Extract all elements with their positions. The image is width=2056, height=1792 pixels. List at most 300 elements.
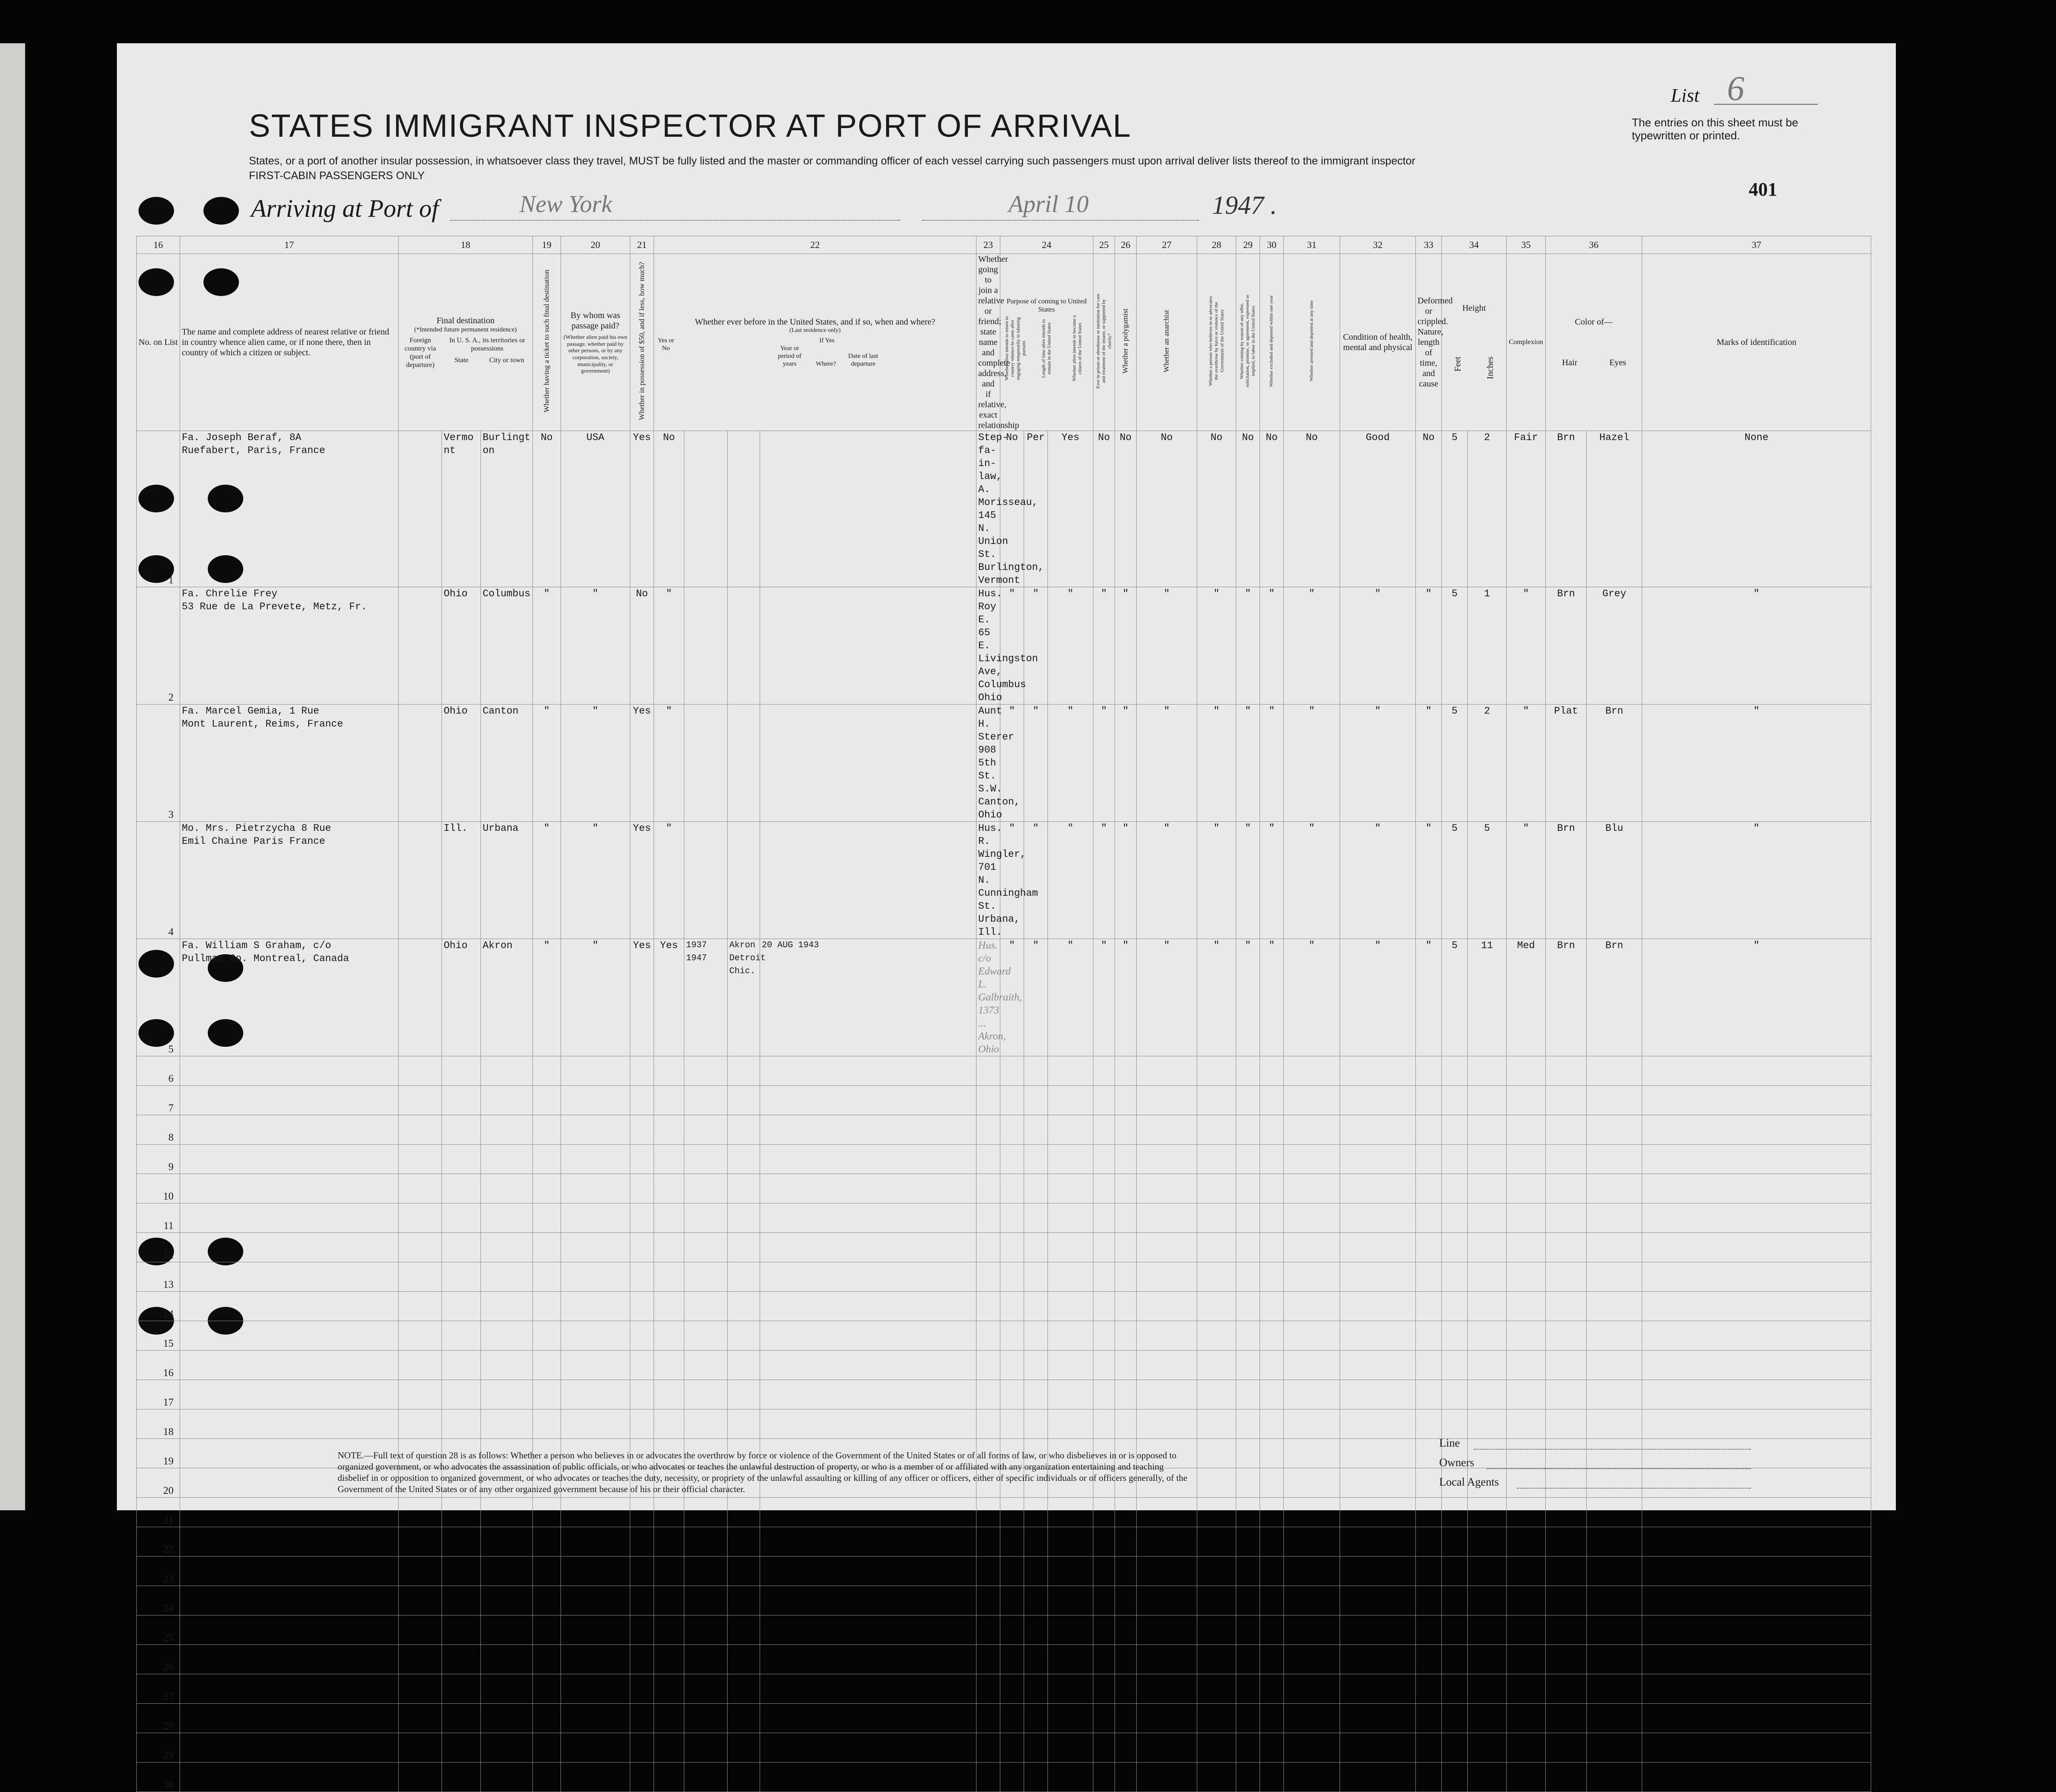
col-num: 20	[561, 236, 630, 254]
empty-cell	[1546, 1262, 1587, 1292]
empty-cell	[1284, 1174, 1340, 1203]
before-date-cell	[760, 705, 976, 822]
empty-cell	[1048, 1733, 1093, 1763]
join-line: Step-fa-in-law,	[978, 432, 1009, 482]
ticket-cell: "	[533, 705, 561, 822]
row-number: 20	[137, 1468, 180, 1498]
purpose-b-cell: "	[1024, 587, 1048, 705]
deformed-cell: "	[1416, 587, 1442, 705]
row-number: 24	[137, 1586, 180, 1615]
empty-cell	[1546, 1586, 1587, 1615]
empty-cell	[760, 1557, 976, 1586]
empty-cell	[1024, 1174, 1048, 1203]
table-row	[137, 1763, 1871, 1792]
empty-cell	[1587, 1615, 1642, 1645]
date-departure-label: Date of last departure	[848, 353, 878, 368]
prison-cell: No	[1093, 431, 1115, 587]
empty-cell	[1546, 1498, 1587, 1527]
offer-cell: "	[1236, 587, 1260, 705]
empty-cell	[1284, 1674, 1340, 1704]
table-row	[137, 1174, 1871, 1203]
empty-cell	[1416, 1733, 1442, 1763]
before-yn-cell: Yes	[654, 939, 684, 1056]
empty-cell	[1048, 1056, 1093, 1086]
empty-cell	[561, 1615, 630, 1645]
col-num: 26	[1115, 236, 1137, 254]
empty-cell	[728, 1586, 760, 1615]
empty-cell	[1340, 1203, 1416, 1233]
empty-cell	[1197, 1557, 1236, 1586]
empty-cell	[654, 1498, 684, 1527]
empty-cell	[442, 1409, 481, 1439]
purpose-label: Purpose of coming to United States	[1006, 297, 1087, 313]
excluded-cell: "	[1260, 587, 1284, 705]
join-line: Hus. R. Wingler, 701 N.	[978, 823, 1026, 886]
empty-cell	[481, 1557, 533, 1586]
empty-cell	[561, 1292, 630, 1321]
empty-cell	[442, 1733, 481, 1763]
empty-cell	[976, 1174, 1000, 1203]
empty-cell	[1048, 1704, 1093, 1733]
empty-cell	[1115, 1145, 1137, 1174]
passage-cell: "	[561, 939, 630, 1056]
empty-cell	[654, 1233, 684, 1262]
arriving-label: Arriving at Port of	[251, 194, 439, 222]
empty-cell	[654, 1409, 684, 1439]
empty-cell	[760, 1645, 976, 1674]
purpose-b-cell: "	[1024, 705, 1048, 822]
table-row	[137, 1615, 1871, 1645]
empty-cell	[1416, 1174, 1442, 1203]
table-row	[137, 587, 1871, 705]
empty-cell	[1507, 1409, 1546, 1439]
row-number: 11	[137, 1203, 180, 1233]
polygamist-label: Whether a polygamist	[1121, 308, 1130, 374]
line-field	[1474, 1438, 1751, 1450]
inches-cell: 11	[1468, 939, 1507, 1056]
row-number: 29	[137, 1733, 180, 1763]
empty-cell	[1442, 1615, 1468, 1645]
empty-cell	[1546, 1380, 1587, 1409]
empty-cell	[1236, 1351, 1260, 1380]
empty-cell	[1197, 1351, 1236, 1380]
empty-cell	[684, 1262, 728, 1292]
empty-cell	[399, 1174, 442, 1203]
empty-cell	[1340, 1145, 1416, 1174]
empty-cell	[1260, 1468, 1284, 1498]
empty-cell	[1197, 1203, 1236, 1233]
empty-cell	[481, 1292, 533, 1321]
sheet-number: 401	[1749, 179, 1777, 200]
binder-hole	[203, 197, 239, 225]
empty-cell	[481, 1351, 533, 1380]
empty-cell	[654, 1380, 684, 1409]
form-subtitle-2: FIRST-CABIN PASSENGERS ONLY	[249, 170, 425, 182]
empty-cell	[1093, 1233, 1115, 1262]
empty-cell	[1642, 1292, 1871, 1321]
empty-cell	[1024, 1056, 1048, 1086]
empty-cell	[533, 1557, 561, 1586]
before-yn-cell: "	[654, 822, 684, 939]
col-num: 25	[1093, 236, 1115, 254]
arrested-cell: "	[1284, 705, 1340, 822]
row-number: 7	[137, 1086, 180, 1115]
header-arrested	[1284, 254, 1340, 431]
offer-cell: No	[1236, 431, 1260, 587]
empty-cell	[630, 1615, 654, 1645]
empty-cell	[533, 1262, 561, 1292]
empty-cell	[1024, 1233, 1048, 1262]
empty-cell	[1340, 1056, 1416, 1086]
empty-cell	[1115, 1498, 1137, 1527]
prison-cell: "	[1093, 705, 1115, 822]
empty-cell	[533, 1763, 561, 1792]
empty-cell	[760, 1292, 976, 1321]
list-underline	[1714, 104, 1818, 105]
complexion-cell: "	[1507, 822, 1546, 939]
empty-cell	[1115, 1086, 1137, 1115]
year-value: 1947 .	[1212, 191, 1277, 219]
empty-cell	[1024, 1351, 1048, 1380]
row-number: 6	[137, 1056, 180, 1086]
row-number: 9	[137, 1145, 180, 1174]
empty-cell	[399, 1704, 442, 1733]
empty-cell	[976, 1321, 1000, 1351]
anarchist-cell: "	[1137, 939, 1197, 1056]
empty-cell	[561, 1586, 630, 1615]
empty-cell	[684, 1586, 728, 1615]
empty-cell	[684, 1763, 728, 1792]
row-number: 26	[137, 1645, 180, 1674]
city-cell: Burlington	[481, 431, 533, 587]
empty-cell	[760, 1763, 976, 1792]
empty-cell	[976, 1409, 1000, 1439]
empty-cell	[180, 1380, 399, 1409]
column-header-row	[137, 254, 1871, 431]
empty-cell	[728, 1763, 760, 1792]
anarchist-label: Whether an anarchist	[1162, 309, 1171, 373]
relative-line: Fa. Joseph Beraf, 8A	[182, 432, 302, 443]
empty-cell	[1284, 1321, 1340, 1351]
hair-cell: Brn	[1546, 431, 1587, 587]
feet-cell: 5	[1442, 939, 1468, 1056]
empty-cell	[1546, 1145, 1587, 1174]
join-line: Aunt H. Sterer 908 5th St.	[978, 705, 1014, 782]
header-passage	[561, 254, 630, 431]
empty-cell	[1197, 1086, 1236, 1115]
empty-cell	[180, 1615, 399, 1645]
empty-cell	[976, 1645, 1000, 1674]
polygamist-cell: No	[1115, 431, 1137, 587]
state-cell: Ohio	[442, 587, 481, 705]
empty-cell	[1260, 1145, 1284, 1174]
empty-cell	[1093, 1292, 1115, 1321]
empty-cell	[1587, 1645, 1642, 1674]
empty-cell	[442, 1321, 481, 1351]
header-ticket	[533, 254, 561, 431]
empty-cell	[728, 1351, 760, 1380]
empty-cell	[1115, 1615, 1137, 1645]
empty-cell	[1024, 1145, 1048, 1174]
empty-cell	[684, 1292, 728, 1321]
possession-label: Whether in possession of $50, and if less, how much?	[637, 262, 646, 420]
empty-cell	[684, 1115, 728, 1145]
deformed-cell: No	[1416, 431, 1442, 587]
empty-cell	[1416, 1203, 1442, 1233]
empty-cell	[399, 1615, 442, 1645]
feet-cell: 5	[1442, 822, 1468, 939]
empty-cell	[1093, 1262, 1115, 1292]
relative-line: Mo. Mrs. Pietrzycha 8 Rue	[182, 823, 332, 834]
empty-cell	[976, 1763, 1000, 1792]
empty-cell	[1137, 1733, 1197, 1763]
empty-cell	[1642, 1733, 1871, 1763]
join-cell	[976, 705, 1020, 822]
empty-cell	[1642, 1086, 1871, 1115]
empty-cell	[1507, 1380, 1546, 1409]
relative-cell	[180, 705, 399, 822]
empty-cell	[1340, 1733, 1416, 1763]
table-row	[137, 1086, 1871, 1115]
empty-cell	[1546, 1086, 1587, 1115]
footer-fields	[1439, 1437, 1794, 1493]
empty-cell	[1137, 1115, 1197, 1145]
empty-cell	[1416, 1704, 1442, 1733]
passage-note: (Whether alien paid his own passage, whether paid by other persons, or by any corporation, society, municipality, or government)	[563, 334, 628, 374]
relative-line: Fa. William S Graham, c/o	[182, 940, 332, 951]
empty-cell	[1284, 1439, 1340, 1468]
empty-cell	[1024, 1498, 1048, 1527]
col-num: 31	[1284, 236, 1340, 254]
empty-cell	[1236, 1645, 1260, 1674]
passage-cell: USA	[561, 431, 630, 587]
empty-cell	[1507, 1321, 1546, 1351]
empty-cell	[442, 1674, 481, 1704]
empty-cell	[728, 1233, 760, 1262]
empty-cell	[1468, 1145, 1507, 1174]
empty-cell	[1197, 1615, 1236, 1645]
empty-cell	[561, 1498, 630, 1527]
foreign-cell	[399, 587, 442, 705]
deformed-cell: "	[1416, 705, 1442, 822]
prison-cell: "	[1093, 939, 1115, 1056]
empty-cell	[533, 1615, 561, 1645]
empty-cell	[1416, 1086, 1442, 1115]
empty-cell	[1137, 1086, 1197, 1115]
relative-cell	[180, 822, 399, 939]
empty-cell	[1340, 1321, 1416, 1351]
overthrow-cell: "	[1197, 939, 1236, 1056]
empty-cell	[654, 1262, 684, 1292]
empty-cell	[1048, 1145, 1093, 1174]
empty-cell	[654, 1645, 684, 1674]
header-final-destination	[399, 254, 533, 431]
empty-cell	[1442, 1586, 1468, 1615]
empty-cell	[1260, 1704, 1284, 1733]
empty-cell	[760, 1233, 976, 1262]
arrested-cell: "	[1284, 939, 1340, 1056]
empty-cell	[1048, 1615, 1093, 1645]
empty-cell	[760, 1056, 976, 1086]
empty-cell	[533, 1203, 561, 1233]
empty-cell	[1197, 1380, 1236, 1409]
empty-cell	[760, 1351, 976, 1380]
empty-cell	[1137, 1645, 1197, 1674]
col-num: 23	[976, 236, 1000, 254]
empty-cell	[1642, 1586, 1871, 1615]
before-us-note: (Last residence only)	[789, 327, 841, 334]
empty-cell	[1048, 1409, 1093, 1439]
relative-line: Ruefabert, Paris, France	[182, 445, 325, 456]
empty-cell	[684, 1409, 728, 1439]
empty-cell	[561, 1174, 630, 1203]
empty-cell	[1048, 1321, 1093, 1351]
empty-cell	[1507, 1704, 1546, 1733]
empty-cell	[533, 1321, 561, 1351]
empty-cell	[1340, 1557, 1416, 1586]
empty-cell	[1197, 1468, 1236, 1498]
empty-cell	[1507, 1262, 1546, 1292]
before-yn-cell: "	[654, 705, 684, 822]
empty-cell	[976, 1292, 1000, 1321]
port-underline	[450, 220, 900, 221]
before-us-label: Whether ever before in the United States, and if so, when and where?	[695, 317, 935, 327]
deformed-cell: "	[1416, 822, 1442, 939]
empty-cell	[399, 1645, 442, 1674]
empty-cell	[1000, 1174, 1024, 1203]
empty-cell	[1000, 1262, 1024, 1292]
empty-cell	[399, 1557, 442, 1586]
empty-cell	[1546, 1674, 1587, 1704]
empty-cell	[684, 1645, 728, 1674]
purpose-b-cell: Per	[1024, 431, 1048, 587]
empty-cell	[1024, 1615, 1048, 1645]
header-anarchist	[1137, 254, 1197, 431]
empty-cell	[1000, 1498, 1024, 1527]
col-num: 27	[1137, 236, 1197, 254]
header-relative: The name and complete address of nearest relative or friend in country whence alien came, or if none there, then in country of which a citizen or subject.	[180, 254, 399, 431]
row-number: 5	[137, 939, 180, 1056]
empty-cell	[561, 1380, 630, 1409]
empty-cell	[1340, 1586, 1416, 1615]
empty-cell	[1642, 1704, 1871, 1733]
empty-cell	[1546, 1203, 1587, 1233]
empty-cell	[1468, 1233, 1507, 1262]
empty-cell	[1468, 1763, 1507, 1792]
empty-cell	[561, 1086, 630, 1115]
empty-cell	[760, 1203, 976, 1233]
empty-cell	[1340, 1439, 1416, 1468]
table-row	[137, 1145, 1871, 1174]
col-num: 35	[1507, 236, 1546, 254]
empty-cell	[1546, 1056, 1587, 1086]
empty-cell	[654, 1056, 684, 1086]
empty-cell	[1546, 1409, 1587, 1439]
empty-cell	[1197, 1733, 1236, 1763]
agents-label: Local Agents	[1439, 1476, 1499, 1488]
before-where-cell	[728, 705, 760, 822]
empty-cell	[1236, 1115, 1260, 1145]
table-row	[137, 1203, 1871, 1233]
empty-cell	[1587, 1086, 1642, 1115]
empty-cell	[1340, 1262, 1416, 1292]
height-label: Height	[1462, 303, 1486, 313]
empty-cell	[1024, 1380, 1048, 1409]
empty-cell	[442, 1704, 481, 1733]
empty-cell	[630, 1498, 654, 1527]
empty-cell	[1093, 1763, 1115, 1792]
offer-cell: "	[1236, 705, 1260, 822]
empty-cell	[180, 1557, 399, 1586]
empty-cell	[481, 1086, 533, 1115]
empty-cell	[1048, 1645, 1093, 1674]
empty-cell	[1507, 1733, 1546, 1763]
empty-cell	[1260, 1262, 1284, 1292]
empty-cell	[1416, 1409, 1442, 1439]
col-num: 30	[1260, 236, 1284, 254]
empty-cell	[1000, 1704, 1024, 1733]
empty-cell	[1024, 1704, 1048, 1733]
empty-cell	[442, 1586, 481, 1615]
empty-cell	[1468, 1056, 1507, 1086]
excluded-cell: "	[1260, 822, 1284, 939]
empty-cell	[1048, 1527, 1093, 1557]
empty-cell	[760, 1174, 976, 1203]
empty-cell	[630, 1351, 654, 1380]
row-number: 28	[137, 1704, 180, 1733]
empty-cell	[1260, 1674, 1284, 1704]
empty-cell	[1340, 1351, 1416, 1380]
empty-cell	[1587, 1262, 1642, 1292]
empty-cell	[1468, 1262, 1507, 1292]
empty-cell	[561, 1233, 630, 1262]
empty-cell	[1507, 1174, 1546, 1203]
form-subtitle-1: States, or a port of another insular possession, in whatsoever class they travel, MUST be fully listed and the master or commanding officer of each vessel carrying such passengers must upon arrival deliver lists thereof to the immigrant inspector	[249, 155, 1415, 167]
possession-cell: No	[630, 587, 654, 705]
final-dest-note: (*Intended future permanent residence)	[414, 326, 517, 333]
empty-cell	[1468, 1674, 1507, 1704]
empty-cell	[630, 1056, 654, 1086]
before-date-cell	[760, 822, 976, 939]
ticket-cell: No	[533, 431, 561, 587]
foreign-country-label: Foreign country via (port of departure)	[404, 336, 436, 369]
empty-cell	[760, 1674, 976, 1704]
empty-cell	[180, 1262, 399, 1292]
empty-cell	[1000, 1233, 1024, 1262]
empty-cell	[728, 1645, 760, 1674]
row-number: 8	[137, 1115, 180, 1145]
empty-cell	[630, 1174, 654, 1203]
empty-cell	[1137, 1615, 1197, 1645]
passage-cell: "	[561, 587, 630, 705]
empty-cell	[399, 1409, 442, 1439]
col-num: 32	[1340, 236, 1416, 254]
passage-cell: "	[561, 822, 630, 939]
header-complexion: Complexion	[1507, 254, 1546, 431]
empty-cell	[1340, 1704, 1416, 1733]
color-of-label: Color of—	[1575, 317, 1613, 327]
empty-cell	[684, 1527, 728, 1557]
empty-cell	[1416, 1292, 1442, 1321]
empty-cell	[630, 1115, 654, 1145]
empty-cell	[1284, 1615, 1340, 1645]
empty-cell	[180, 1233, 399, 1262]
empty-cell	[1093, 1203, 1115, 1233]
empty-cell	[1442, 1498, 1468, 1527]
empty-cell	[760, 1498, 976, 1527]
empty-cell	[760, 1586, 976, 1615]
empty-cell	[1260, 1086, 1284, 1115]
